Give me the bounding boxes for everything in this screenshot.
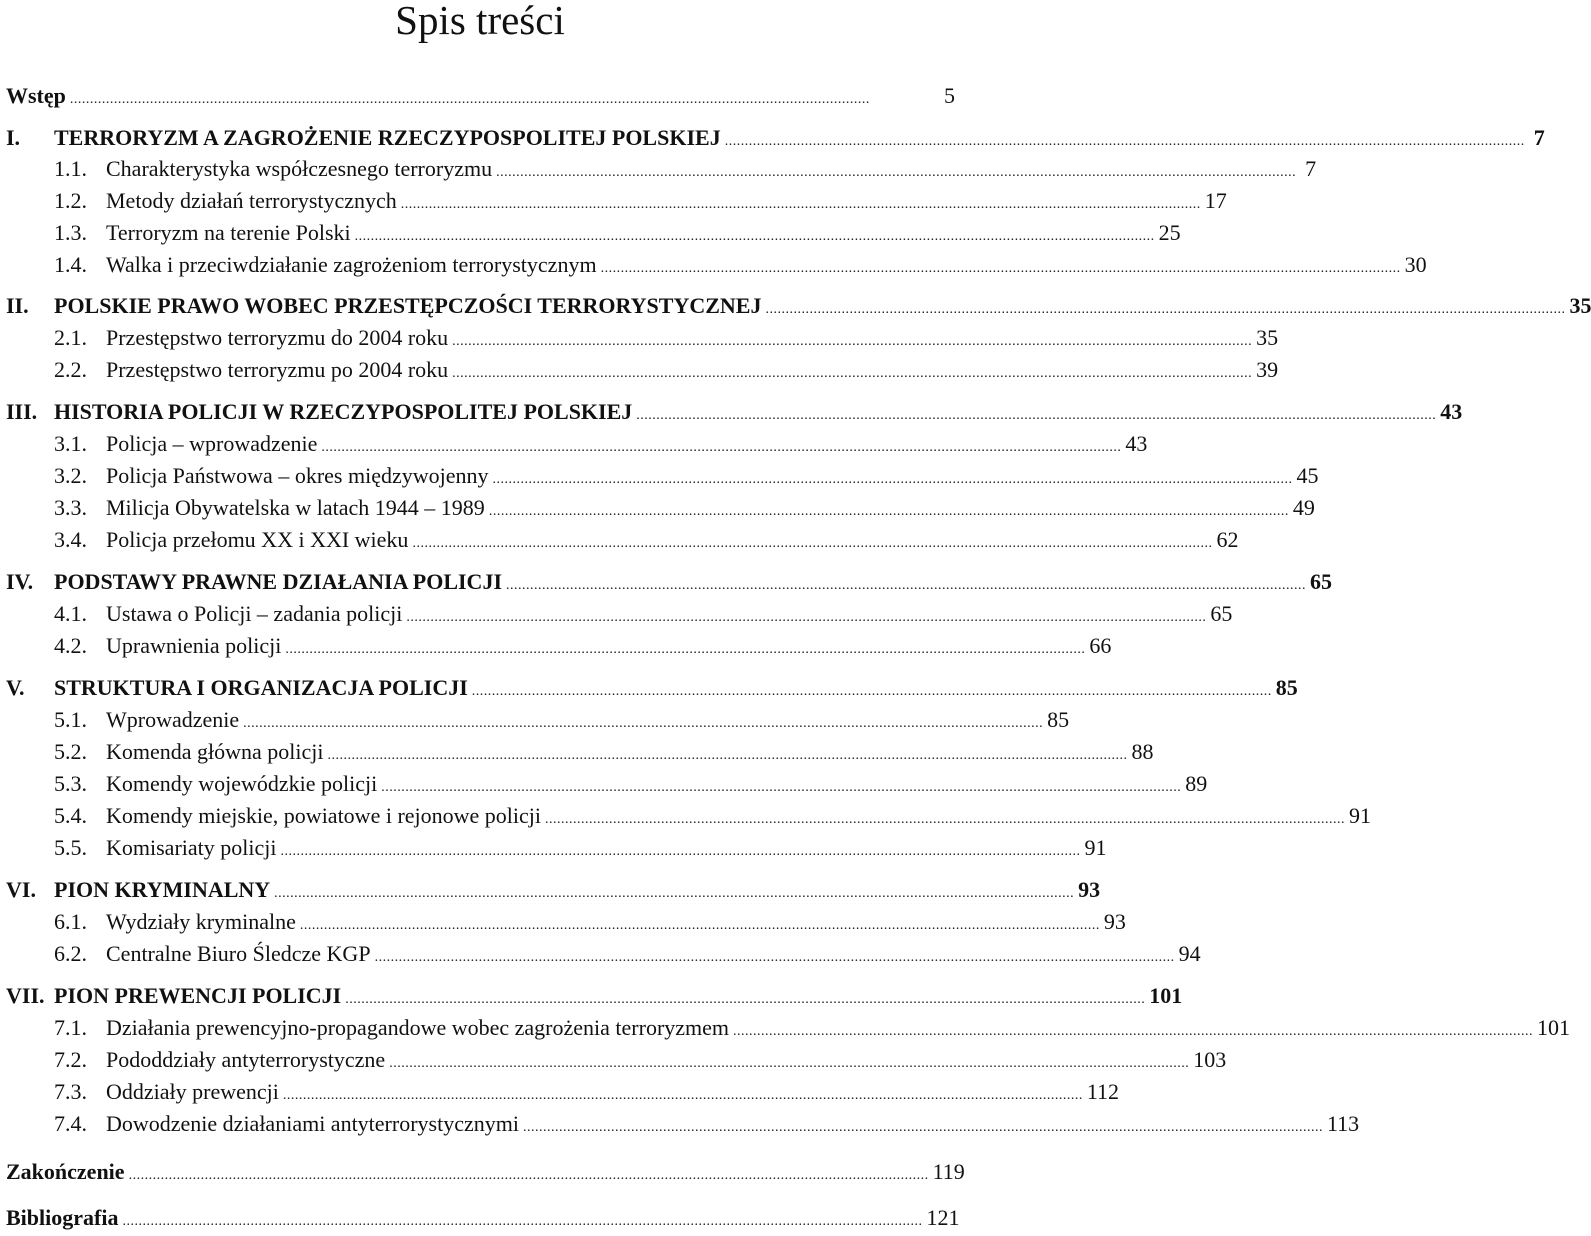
toc-number: 4.1. — [54, 601, 87, 626]
toc-page-number: 17 — [1204, 188, 1227, 213]
toc-page-number: 85 — [1047, 707, 1070, 732]
toc-leader-dots: ........................................................................................................................................................................................................ — [522, 1120, 1323, 1135]
toc-title: POLSKIE PRAWO WOBEC PRZESTĘPCZOŚCI TERRORYSTYCZNEJ — [54, 293, 762, 318]
toc-page-number: 65 — [1310, 569, 1333, 594]
toc-title: Zakończenie — [6, 1159, 125, 1184]
toc-leader-dots: ........................................................................................................................................................................................................ — [724, 134, 1525, 149]
toc-title: Bibliografia — [6, 1205, 119, 1230]
toc-title: PION KRYMINALNY — [54, 877, 271, 902]
toc-number: 7.1. — [54, 1015, 87, 1040]
toc-number: 5.4. — [54, 803, 87, 828]
toc-section-row — [0, 1014, 1571, 1042]
toc-leader-dots: ........................................................................................................................................................................................................ — [243, 716, 1044, 731]
toc-title: TERRORYZM A ZAGROŻENIE RZECZYPOSPOLITEJ POLSKIEJ — [54, 125, 721, 150]
toc-title: Metody działań terrorystycznych — [106, 188, 397, 213]
toc-title: Uprawnienia policji — [106, 633, 282, 658]
toc-leader-dots: ........................................................................................................................................................................................................ — [299, 918, 1100, 933]
toc-entry-row — [0, 82, 960, 110]
toc-section-row — [0, 494, 1315, 522]
toc-title: Walka i przeciwdziałanie zagrożeniom terrorystycznym — [106, 252, 597, 277]
toc-title: Komendy miejskie, powiatowe i rejonowe policji — [106, 803, 542, 828]
toc-leader-dots: ........................................................................................................................................................................................................ — [733, 1024, 1534, 1039]
toc-page-number: 7 — [1305, 156, 1317, 181]
toc-leader-dots: ........................................................................................................................................................................................................ — [321, 440, 1122, 455]
toc-leader-dots: ........................................................................................................................................................................................................ — [492, 472, 1293, 487]
toc-page-number: 5 — [944, 83, 955, 108]
toc-page-number: 65 — [1210, 601, 1233, 626]
toc-entry-row — [0, 1204, 960, 1232]
toc-title: Pododdziały antyterrorystyczne — [106, 1047, 386, 1072]
toc-page-number: 25 — [1158, 220, 1181, 245]
toc-section-row — [0, 802, 1372, 830]
toc-page-number: 45 — [1296, 463, 1319, 488]
toc-section-row — [0, 600, 1233, 628]
toc-leader-dots: ........................................................................................................................................................................................................ — [285, 642, 1086, 657]
toc-number: 5.1. — [54, 707, 87, 732]
toc-page-number: 43 — [1440, 399, 1463, 424]
toc-number: I. — [6, 125, 21, 150]
toc-entry-row — [0, 1158, 965, 1186]
toc-section-row — [0, 462, 1319, 490]
toc-number: 7.2. — [54, 1047, 87, 1072]
toc-title: Policja przełomu XX i XXI wieku — [106, 527, 409, 552]
toc-number: 6.2. — [54, 941, 87, 966]
toc-page-number: 43 — [1125, 431, 1148, 456]
toc-title: Charakterystyka współczesnego terroryzmu — [106, 156, 493, 181]
toc-section-row — [0, 430, 1148, 458]
toc-title: STRUKTURA I ORGANIZACJA POLICJI — [54, 675, 468, 700]
toc-page-number: 91 — [1349, 803, 1372, 828]
toc-number: 1.2. — [54, 188, 87, 213]
toc-number: 2.1. — [54, 325, 87, 350]
toc-title: Dowodzenie działaniami antyterrorystycznymi — [106, 1111, 519, 1136]
toc-title: Przestępstwo terroryzmu po 2004 roku — [106, 357, 449, 382]
toc-number: 7.3. — [54, 1079, 87, 1104]
toc-section-row — [0, 632, 1112, 660]
toc-page-number: 93 — [1078, 877, 1101, 902]
toc-title: Komendy wojewódzkie policji — [106, 771, 378, 796]
toc-leader-dots: ........................................................................................................................................................................................................ — [496, 165, 1297, 180]
toc-leader-dots: ........................................................................................................................................................................................................ — [452, 334, 1253, 349]
toc-title: Działania prewencyjno-propagandowe wobec zagrożenia terroryzmem — [106, 1015, 730, 1040]
toc-number: 7.4. — [54, 1111, 87, 1136]
toc-title: Wydziały kryminalne — [106, 909, 296, 934]
toc-page-number: 93 — [1103, 909, 1126, 934]
toc-leader-dots: ........................................................................................................................................................................................................ — [765, 302, 1566, 317]
toc-section-row — [0, 834, 1107, 862]
toc-leader-dots: ........................................................................................................................................................................................................ — [636, 408, 1437, 423]
toc-page-number: 94 — [1178, 941, 1201, 966]
toc-section-row — [0, 1110, 1360, 1138]
toc-section-row — [0, 1078, 1120, 1106]
toc-page-number: 35 — [1569, 293, 1591, 318]
toc-title: Wstęp — [6, 83, 66, 108]
toc-number: 1.1. — [54, 156, 87, 181]
toc-section-row — [0, 706, 1070, 734]
toc-title: Komenda główna policji — [106, 739, 324, 764]
toc-number: IV. — [6, 569, 34, 594]
toc-title: Centralne Biuro Śledcze KGP — [106, 941, 371, 966]
toc-number: V. — [6, 675, 25, 700]
toc-title: Oddziały prewencji — [106, 1079, 279, 1104]
toc-leader-dots: ........................................................................................................................................................................................................ — [400, 197, 1201, 212]
toc-leader-dots: ........................................................................................................................................................................................................ — [389, 1056, 1190, 1071]
toc-leader-dots: ........................................................................................................................................................................................................ — [354, 229, 1155, 244]
toc-leader-dots: ........................................................................................................................................................................................................ — [600, 261, 1401, 276]
toc-section-row — [0, 324, 1279, 352]
toc-leader-dots: ........................................................................................................................................................................................................ — [122, 1214, 923, 1229]
toc-leader-dots: ........................................................................................................................................................................................................ — [69, 92, 870, 107]
toc-leader-dots: ........................................................................................................................................................................................................ — [282, 1088, 1083, 1103]
toc-leader-dots: ........................................................................................................................................................................................................ — [381, 780, 1182, 795]
toc-page-number: 119 — [932, 1159, 965, 1184]
toc-page-number: 85 — [1275, 675, 1298, 700]
toc-section-row — [0, 356, 1279, 384]
toc-title: Policja – wprowadzenie — [106, 431, 318, 456]
toc-section-row — [0, 251, 1427, 279]
toc-page-number: 66 — [1089, 633, 1112, 658]
toc-chapter-row — [0, 982, 1183, 1010]
toc-page-number: 91 — [1084, 835, 1107, 860]
toc-section-row — [0, 940, 1201, 968]
toc-chapter-row — [0, 292, 1591, 320]
toc-page-number: 49 — [1292, 495, 1315, 520]
toc-title: Milicja Obywatelska w latach 1944 – 1989 — [106, 495, 485, 520]
toc-page-number: 39 — [1256, 357, 1279, 382]
toc-title: Ustawa o Policji – zadania policji — [106, 601, 403, 626]
toc-title: PODSTAWY PRAWNE DZIAŁANIA POLICJI — [54, 569, 503, 594]
toc-page-number: 7 — [1533, 125, 1545, 150]
toc-title: Przestępstwo terroryzmu do 2004 roku — [106, 325, 449, 350]
toc-title: PION PREWENCJI POLICJI — [54, 983, 342, 1008]
toc-page-number: 101 — [1149, 983, 1183, 1008]
toc-number: VI. — [6, 877, 36, 902]
toc-number: 5.2. — [54, 739, 87, 764]
toc-number: 1.3. — [54, 220, 87, 245]
toc-number: 4.2. — [54, 633, 87, 658]
toc-leader-dots: ........................................................................................................................................................................................................ — [327, 748, 1128, 763]
toc-number: 6.1. — [54, 909, 87, 934]
toc-leader-dots: ........................................................................................................................................................................................................ — [545, 812, 1346, 827]
toc-leader-dots: ........................................................................................................................................................................................................ — [412, 536, 1213, 551]
toc-section-row — [0, 770, 1208, 798]
toc-page-number: 88 — [1131, 739, 1154, 764]
toc-title: Policja Państwowa – okres międzywojenny — [106, 463, 489, 488]
toc-page-number: 35 — [1256, 325, 1279, 350]
toc-number: III. — [6, 399, 38, 424]
toc-number: II. — [6, 293, 29, 318]
toc-leader-dots: ........................................................................................................................................................................................................ — [488, 504, 1289, 519]
toc-section-row — [0, 219, 1181, 247]
toc-section-row — [0, 155, 1317, 183]
toc-leader-dots: ........................................................................................................................................................................................................ — [471, 684, 1272, 699]
toc-page-number: 113 — [1326, 1111, 1360, 1136]
toc-number: 3.2. — [54, 463, 87, 488]
toc-title: Komisariaty policji — [106, 835, 277, 860]
toc-number: 3.3. — [54, 495, 87, 520]
toc-section-row — [0, 1046, 1227, 1074]
toc-page-number: 103 — [1193, 1047, 1227, 1072]
toc-leader-dots: ........................................................................................................................................................................................................ — [374, 950, 1175, 965]
toc-number: 3.4. — [54, 527, 87, 552]
toc-title: Wprowadzenie — [106, 707, 240, 732]
toc-section-row — [0, 738, 1154, 766]
toc-leader-dots: ........................................................................................................................................................................................................ — [345, 992, 1146, 1007]
toc-chapter-row — [0, 398, 1463, 426]
toc-chapter-row — [0, 876, 1101, 904]
toc-page-number: 30 — [1404, 252, 1427, 277]
toc-leader-dots: ........................................................................................................................................................................................................ — [274, 886, 1075, 901]
toc-page-number: 101 — [1537, 1015, 1571, 1040]
toc-number: VII. — [6, 983, 45, 1008]
toc-chapter-row — [0, 674, 1298, 702]
toc-section-row — [0, 908, 1126, 936]
toc-number: 5.5. — [54, 835, 87, 860]
toc-page-number: 112 — [1086, 1079, 1120, 1104]
toc-section-row — [0, 526, 1239, 554]
toc-page-number: 62 — [1216, 527, 1239, 552]
toc-number: 2.2. — [54, 357, 87, 382]
toc-leader-dots: ........................................................................................................................................................................................................ — [452, 366, 1253, 381]
toc-section-row — [0, 187, 1227, 215]
toc-page-number: 89 — [1185, 771, 1208, 796]
toc-leader-dots: ........................................................................................................................................................................................................ — [280, 844, 1081, 859]
page-title: Spis treści — [395, 0, 565, 43]
toc-title: HISTORIA POLICJI W RZECZYPOSPOLITEJ POLSKIEJ — [54, 399, 633, 424]
toc-leader-dots: ........................................................................................................................................................................................................ — [506, 578, 1307, 593]
toc-page-number: 121 — [926, 1205, 960, 1230]
toc-chapter-row — [0, 124, 1545, 152]
toc-number: 3.1. — [54, 431, 87, 456]
toc-title: Terroryzm na terenie Polski — [106, 220, 351, 245]
toc-chapter-row — [0, 568, 1333, 596]
toc-number: 5.3. — [54, 771, 87, 796]
toc-leader-dots: ........................................................................................................................................................................................................ — [128, 1168, 929, 1183]
toc-number: 1.4. — [54, 252, 87, 277]
toc-leader-dots: ........................................................................................................................................................................................................ — [406, 610, 1207, 625]
